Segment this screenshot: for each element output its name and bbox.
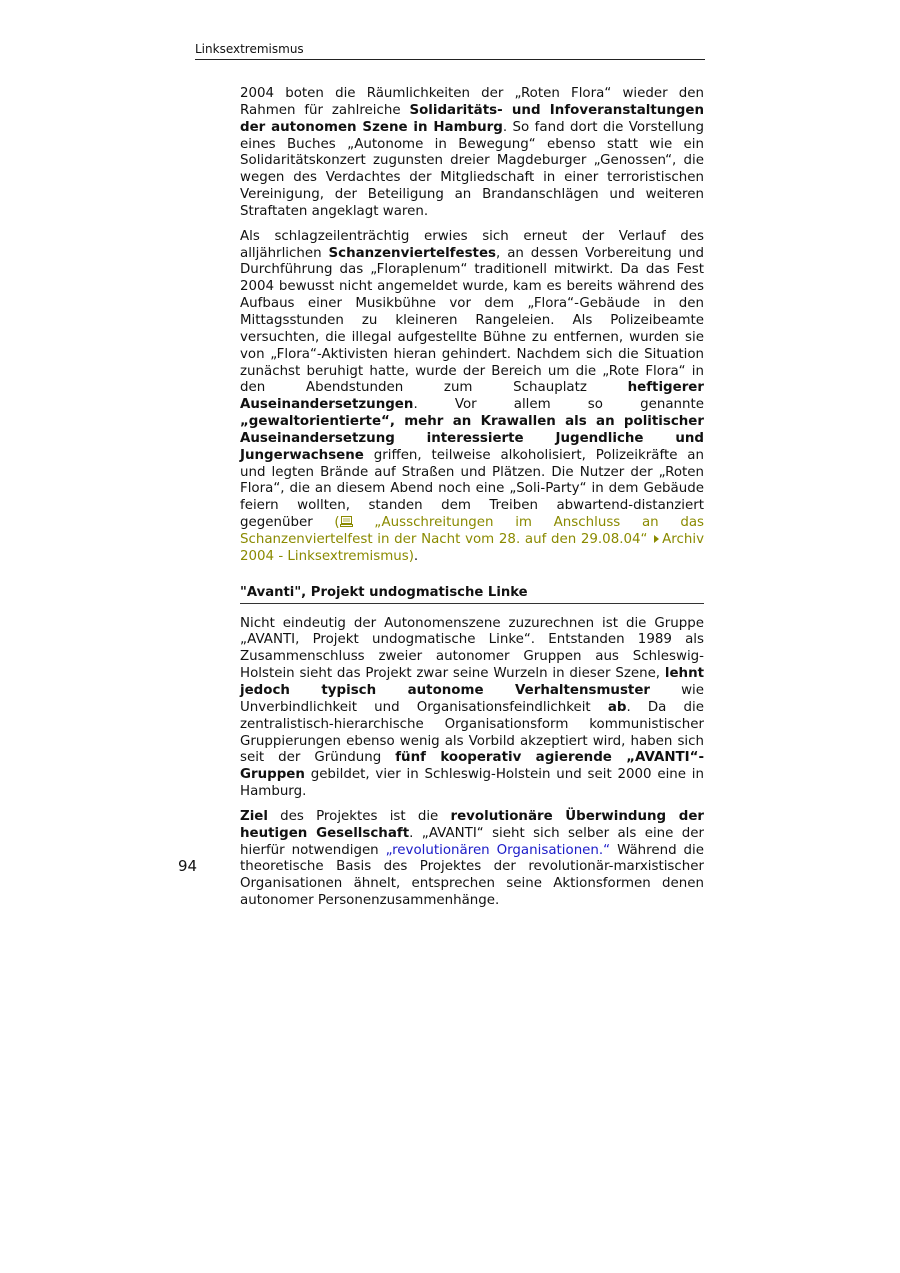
running-header: Linksextremismus bbox=[195, 41, 705, 60]
paragraph-schanzenviertelfest: Als schlagzeilenträchtig erwies sich erneut der Verlauf des alljährlichen Schanzenviertelfestes, an dessen Vorbereitung und Durchführung das „Floraplenum“ traditionell mitwirkt. Da das Fest 2004 bewusst nicht angemeldet wurde, kam es bereits während des Aufbaus einer Musikbühne vor dem „Flora“-Gebäude in den Mittagsstunden zu kleineren Rangeleien. Als Polizeibeamte versuchten, die illegal aufgestellte Bühne zu entfernen, wurden sie von „Flora“-Aktivisten hieran gehindert. Nachdem sich die Situation zunächst beruhigt hatte, wurde der Bereich um die „Rote Flora“ in den Abendstunden zum Schauplatz heftigerer Auseinandersetzungen. Vor allem so genannte „gewaltorientierte“, mehr an Krawallen als an politischer Auseinandersetzung interessierte Jugendliche und Jungerwachsene griffen, teilweise alkoholisiert, Polizeikräfte an und legten Brände auf Straßen und Plätzen. Die Nutzer der „Roten Flora“, die an diesem Abend noch eine „Soli-Party“ in dem Gebäude feiern wollten, standen dem Treiben abwartend-distanziert gegenüber ( „Ausschreitungen im Anschluss an das Schanzenviertelfest in der Nacht vom 28. auf den 29.08.04“ Archiv 2004 - Linksextremismus). bbox=[240, 228, 705, 564]
page-number: 94 bbox=[178, 857, 198, 875]
archive-reference-link[interactable]: ( „Ausschreitungen im Anschluss an das Schanzenviertelfest in der Nacht vom 28. auf den 29.08.04“ Archiv 2004 - Linksextremismus) bbox=[240, 515, 705, 564]
paragraph-avanti-intro: Nicht eindeutig der Autonomenszene zuzurechnen ist die Gruppe „AVANTI, Projekt undogmatische Linke“. Entstanden 1989 als Zusammenschluss zweier autonomer Gruppen aus Schleswig-Holstein sieht das Projekt zwar seine Wurzeln in dieser Szene, lehnt jedoch typisch autonome Verhaltensmuster wie Unverbindlichkeit und Organisationsfeindlichkeit ab. Da die zentralistisch-hierarchische Organisationsform kommunistischer Gruppierungen ebenso wenig als Vorbild akzeptiert wird, haben sich seit der Gründung fünf kooperativ agierende „AVANTI“-Gruppen gebildet, vier in Schleswig-Holstein und seit 2000 eine in Hamburg. bbox=[240, 615, 705, 800]
organisationen-link[interactable]: „revolutionären Organisationen.“ bbox=[385, 842, 611, 858]
arrow-right-icon bbox=[654, 535, 659, 543]
section-heading: "Avanti", Projekt undogmatische Linke bbox=[240, 584, 704, 604]
paragraph-rote-flora: 2004 boten die Räumlichkeiten der „Roten Flora“ wieder den Rahmen für zahlreiche Solidaritäts- und Infoveranstaltungen der autonomen Szene in Hamburg. So fand dort die Vorstellung eines Buches „Autonome in Bewegung“ ebenso statt wie ein Solidaritätskonzert zugunsten dreier Magdeburger „Genossen“, die wegen des Verdachtes der Mitgliedschaft in einer terroristischen Vereinigung, der Beteiligung an Brandanschlägen und weiteren Straftaten angeklagt waren. bbox=[240, 86, 704, 219]
computer-icon bbox=[340, 516, 353, 527]
main-text bbox=[240, 86, 704, 918]
paragraph-avanti-ziel: Ziel des Projektes ist die revolutionäre Überwindung der heutigen Gesellschaft. „AVANTI“ sieht sich selber als eine der hierfür notwendigen „revolutionären Organisationen.“ Während die theoretische Basis des Projektes der revolutionär-marxistischer Organisationen ähnelt, entsprechen seine Aktionsformen denen autonomer Personenzusammenhänge. bbox=[240, 808, 705, 909]
